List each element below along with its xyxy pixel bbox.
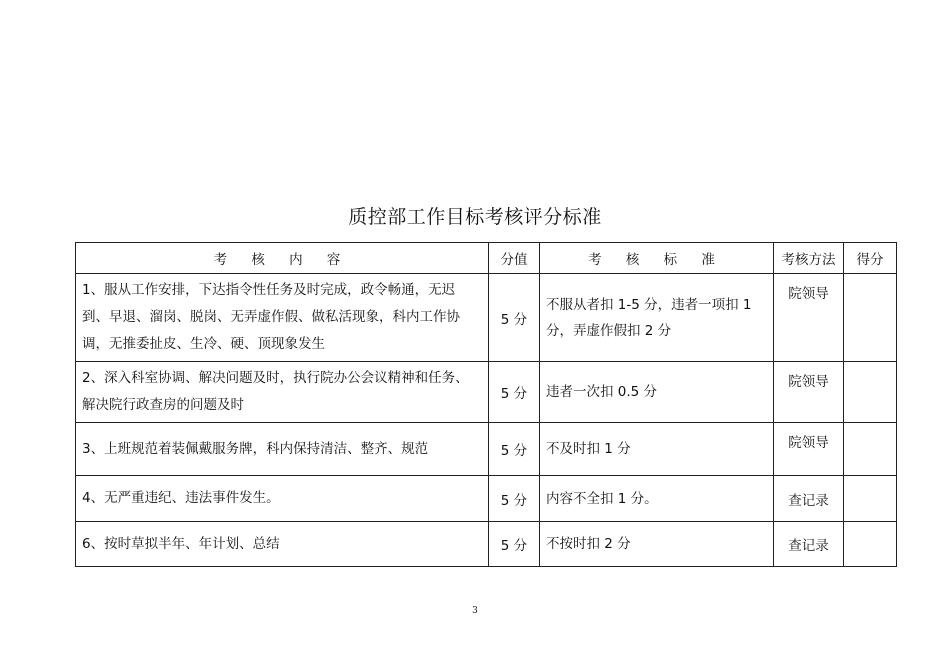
row-result[interactable] bbox=[844, 476, 897, 522]
row-method: 院领导 bbox=[774, 362, 844, 423]
document-title: 质控部工作目标考核评分标准 bbox=[348, 206, 602, 228]
row-result[interactable] bbox=[844, 522, 897, 567]
row-content: 6、按时草拟半年、年计划、总结 bbox=[76, 522, 489, 567]
row-score: 5 分 bbox=[489, 522, 540, 567]
table-row bbox=[76, 476, 897, 522]
row-method: 查记录 bbox=[774, 522, 844, 567]
row-score: 5 分 bbox=[489, 274, 540, 362]
table-row bbox=[76, 423, 897, 476]
row-content: 1、服从工作安排，下达指令性任务及时完成，政令畅通，无迟到、早退、溜岗、脱岗、无弄虚作假、做私活现象，科内工作协调，无推委扯皮、生冷、硬、顶现象发生 bbox=[76, 274, 489, 362]
header-method: 考核方法 bbox=[774, 243, 844, 274]
row-method: 院领导 bbox=[774, 274, 844, 362]
row-standard: 不及时扣 1 分 bbox=[540, 423, 774, 476]
row-score: 5 分 bbox=[489, 476, 540, 522]
row-content: 4、无严重违纪、违法事件发生。 bbox=[76, 476, 489, 522]
row-content: 2、深入科室协调、解决问题及时，执行院办公会议精神和任务、解决院行政查房的问题及时 bbox=[76, 362, 489, 423]
row-result[interactable] bbox=[844, 423, 897, 476]
scoring-table bbox=[75, 242, 897, 567]
row-method: 院领导 bbox=[774, 423, 844, 476]
row-standard: 不按时扣 2 分 bbox=[540, 522, 774, 567]
header-result: 得分 bbox=[844, 243, 897, 274]
header-score: 分值 bbox=[489, 243, 540, 274]
header-content: 考 核 内 容 bbox=[76, 243, 489, 274]
page-number: 3 bbox=[472, 606, 478, 616]
table-row bbox=[76, 522, 897, 567]
header-standard: 考 核 标 准 bbox=[540, 243, 774, 274]
table-header-row bbox=[76, 243, 897, 274]
row-method: 查记录 bbox=[774, 476, 844, 522]
row-standard: 内容不全扣 1 分。 bbox=[540, 476, 774, 522]
row-result[interactable] bbox=[844, 362, 897, 423]
table-row bbox=[76, 274, 897, 362]
row-score: 5 分 bbox=[489, 362, 540, 423]
row-standard: 不服从者扣 1-5 分，违者一项扣 1 分，弄虚作假扣 2 分 bbox=[540, 274, 774, 362]
table-row bbox=[76, 362, 897, 423]
row-score: 5 分 bbox=[489, 423, 540, 476]
row-standard: 违者一次扣 0.5 分 bbox=[540, 362, 774, 423]
row-result[interactable] bbox=[844, 274, 897, 362]
row-content: 3、上班规范着装佩戴服务牌，科内保持清洁、整齐、规范 bbox=[76, 423, 489, 476]
